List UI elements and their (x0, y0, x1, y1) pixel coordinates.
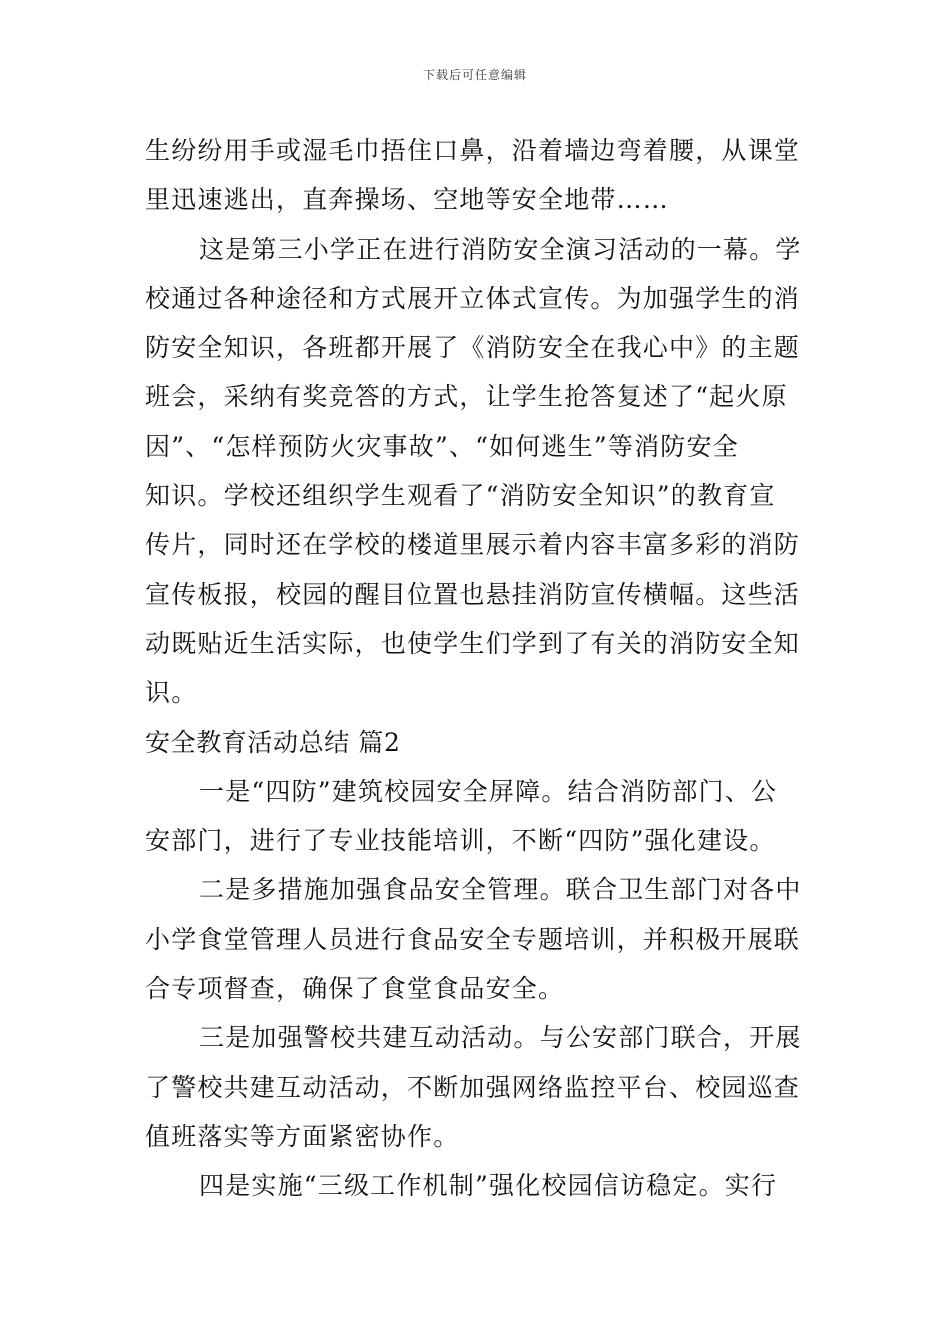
section-heading: 安全教育活动总结 篇2 (145, 727, 401, 757)
text-line: 值班落实等方面紧密协作。 (145, 1121, 460, 1151)
text-line: 防安全知识，各班都开展了《消防安全在我心中》的主题 (145, 333, 801, 363)
text-line: 了警校共建互动活动，不断加强网络监控平台、校园巡查 (145, 1072, 801, 1102)
paragraph-start-line: 二是多措施加强食品安全管理。联合卫生部门对各中 (199, 875, 802, 905)
document-body (145, 126, 807, 1211)
text-line: 小学食堂管理人员进行食品安全专题培训，并积极开展联 (145, 924, 801, 954)
paragraph-start-line: 三是加强警校共建互动活动。与公安部门联合，开展 (199, 1023, 802, 1053)
paragraph-start-line: 四是实施“三级工作机制”强化校园信访稳定。实行 (199, 1171, 778, 1201)
text-line: 传片，同时还在学校的楼道里展示着内容丰富多彩的消防 (145, 530, 801, 560)
paragraph-start-line: 这是第三小学正在进行消防安全演习活动的一幕。学 (199, 234, 802, 264)
text-line: 生纷纷用手或湿毛巾捂住口鼻，沿着墙边弯着腰，从课堂 (145, 136, 801, 165)
text-line: 合专项督查，确保了食堂食品安全。 (145, 974, 565, 1004)
text-line: 里迅速逃出，直奔操场、空地等安全地带…… (145, 185, 670, 215)
paragraph-start-line: 一是“四防”建筑校园安全屏障。结合消防部门、公 (199, 776, 778, 806)
text-line: 班会，采纳有奖竞答的方式，让学生抢答复述了“起火原 (145, 382, 788, 412)
text-line: 知识。学校还组织学生观看了“消防安全知识”的教育宣 (145, 481, 776, 511)
text-line: 安部门，进行了专业技能培训，不断“四防”强化建设。 (145, 826, 776, 856)
text-line: 识。 (145, 678, 198, 708)
text-line: 动既贴近生活实际，也使学生们学到了有关的消防安全知 (145, 628, 801, 658)
text-line: 校通过各种途径和方式展开立体式宣传。为加强学生的消 (145, 283, 801, 313)
text-line: 因”、“怎样预防火灾事故”、“如何逃生”等消防安全 (145, 431, 739, 461)
page-header-note: 下载后可任意编辑 (422, 68, 527, 82)
text-line: 宣传板报，校园的醒目位置也悬挂消防宣传横幅。这些活 (145, 579, 801, 609)
